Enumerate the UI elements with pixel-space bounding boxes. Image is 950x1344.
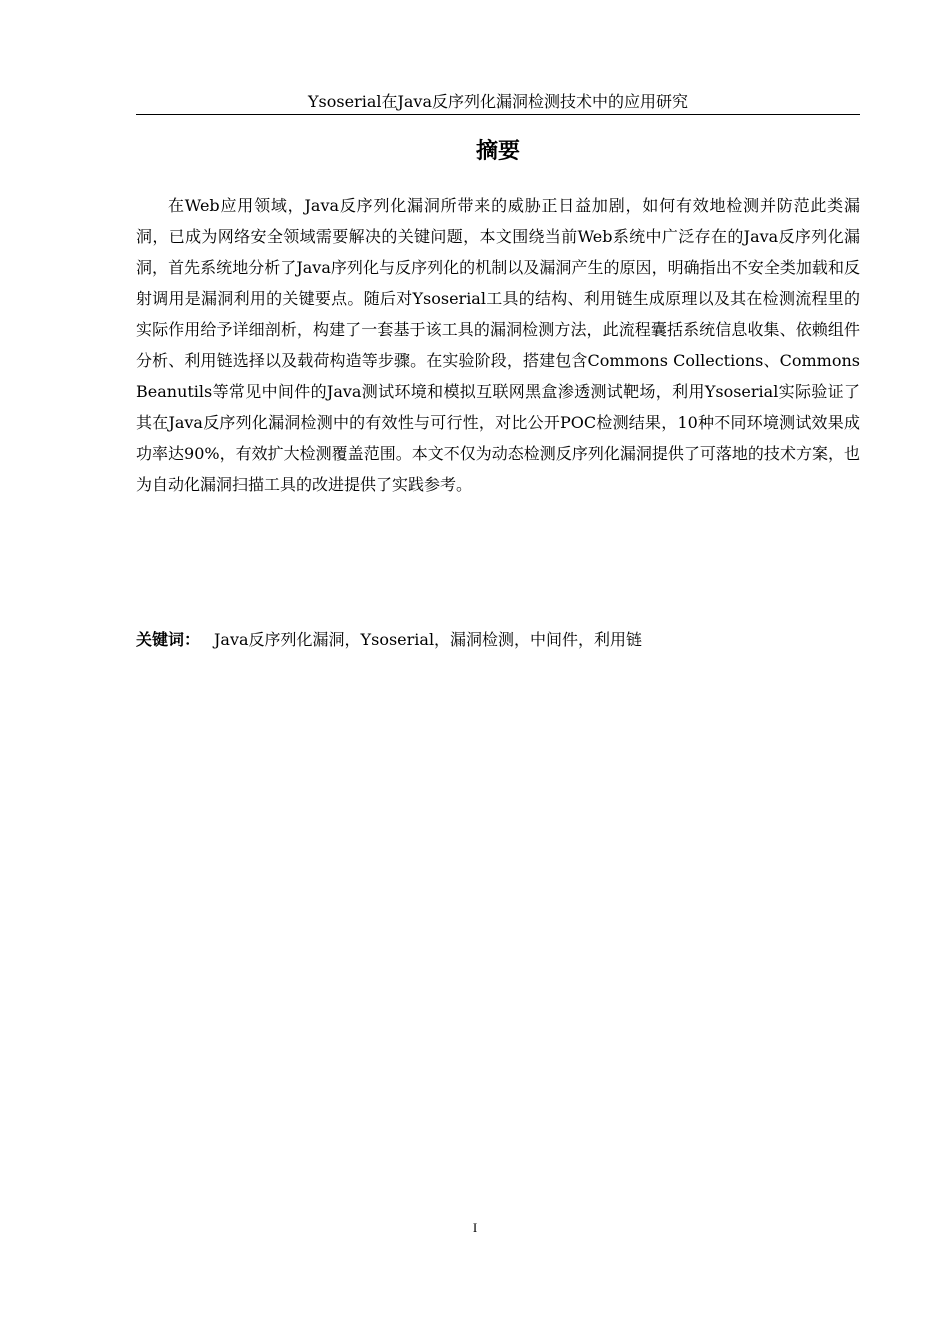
- running-header: Ysoserial在Java反序列化漏洞检测技术中的应用研究: [307, 92, 689, 111]
- section-title: 摘要: [475, 139, 520, 164]
- keywords-value: Java反序列化漏洞，Ysoserial，漏洞检测，中间件，利用链: [214, 630, 643, 649]
- abstract-paragraph: 在Web应用领域，Java反序列化漏洞所带来的威胁正日益加剧，如何有效地检测并防范此类漏洞，已成为网络安全领域需要解决的关键问题，本文围绕当前Web系统中广泛存在的Java反序列化漏洞，首先系统地分析了Java序列化与反序列化的机制以及漏洞产生的原因，明确指出不安全类加载和反射调用是漏洞利用的关键要点。随后对Ysoserial工具的结构、利用链生成原理以及其在检测流程里的实际作用给予详细剖析，构建了一套基于该工具的漏洞检测方法，此流程囊括系统信息收集、依赖组件分析、利用链选择以及载荷构造等步骤。在实验阶段，搭建包含Commons Collections、Commons Beanutils等常见中间件的Java测试环境和模拟互联网黑盒渗透测试靶场，利用Ysoserial实际验证了其在Java反序列化漏洞检测中的有效性与可行性，对比公开POC检测结果，10种不同环境测试效果成功率达90%，有效扩大检测覆盖范围。本文不仅为动态检测反序列化漏洞提供了可落地的技术方案，也为自动化漏洞扫描工具的改进提供了实践参考。: [136, 196, 860, 494]
- keywords-label: 关键词：: [136, 630, 201, 649]
- keywords-line: [136, 626, 860, 654]
- header-divider: [136, 114, 860, 115]
- page-number: I: [472, 1220, 478, 1235]
